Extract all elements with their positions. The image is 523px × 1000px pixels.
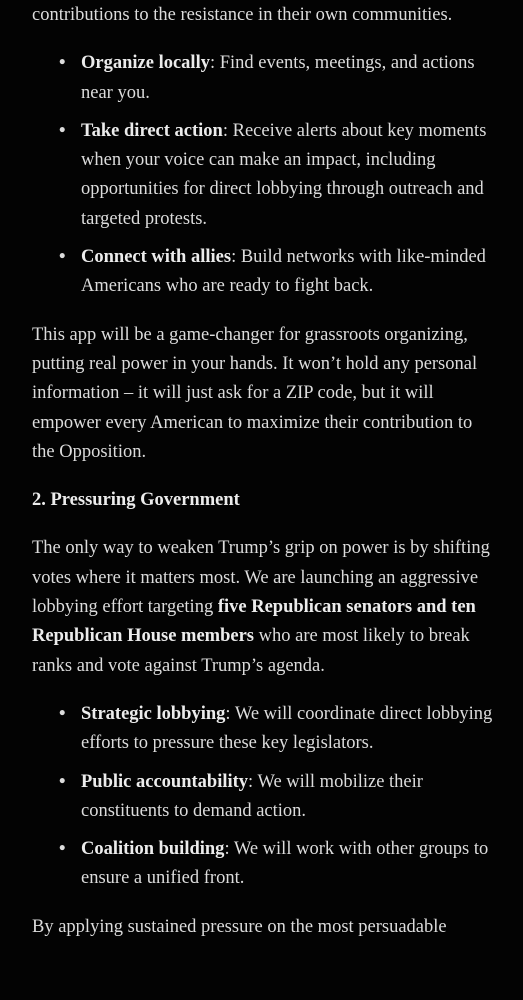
pressure-text-after: who are most likely to break ranks and vote against Trump’s agenda. xyxy=(32,626,470,676)
list-item xyxy=(59,243,494,302)
pressure-text-before: The only way to weaken Trump’s grip on power is by shifting votes where it matters most. We are launching an aggressive lobbying effort targeting xyxy=(32,538,490,618)
list-item xyxy=(59,700,494,759)
intro-paragraph: contributions to the resistance in their own communities. xyxy=(32,5,453,25)
item-text: : We will mobilize their constituents to demand action. xyxy=(81,771,423,821)
bullet-icon: • xyxy=(59,120,66,141)
bullet-icon: • xyxy=(59,771,66,792)
item-text: : Find events, meetings, and actions near you. xyxy=(81,53,475,103)
article-body xyxy=(32,1,494,942)
closing-paragraph: By applying sustained pressure on the most persuadable xyxy=(32,916,447,937)
bullet-icon: • xyxy=(59,703,66,724)
list-item xyxy=(59,768,494,827)
pressure-tactics-list xyxy=(32,700,494,894)
bullet-icon: • xyxy=(59,53,66,74)
item-label: Coalition building xyxy=(81,839,225,860)
item-text: : We will coordinate direct lobbying efforts to pressure these key legislators. xyxy=(81,703,493,754)
app-summary-paragraph: This app will be a game-changer for grassroots organizing, putting real power in your hands. It won’t hold any personal information – it will just ask for a ZIP code, but it will empower every American to maximize their contribution to the Opposition. xyxy=(32,324,478,462)
item-label: Public accountability xyxy=(81,771,249,792)
list-item xyxy=(59,835,494,894)
app-features-list xyxy=(32,49,494,301)
item-label: Connect with allies xyxy=(81,247,232,268)
pressure-text-bold: five Republican senators and ten Republican House members xyxy=(32,597,476,647)
bullet-icon: • xyxy=(59,839,66,860)
item-label: Organize locally xyxy=(81,53,210,74)
item-label: Take direct action xyxy=(81,120,223,141)
item-text: : We will work with other groups to ensure a unified front. xyxy=(81,839,489,889)
list-item xyxy=(59,117,494,234)
bullet-icon: • xyxy=(59,247,66,268)
list-item xyxy=(59,49,494,108)
section-heading: 2. Pressuring Government xyxy=(32,490,240,511)
item-text: : Receive alerts about key moments when your voice can make an impact, including opportunities for direct lobbying through outreach and targeted protests. xyxy=(81,120,487,229)
item-text: : Build networks with like-minded Americans who are ready to fight back. xyxy=(81,247,486,297)
item-label: Strategic lobbying xyxy=(81,703,226,724)
pressure-paragraph xyxy=(32,534,494,680)
